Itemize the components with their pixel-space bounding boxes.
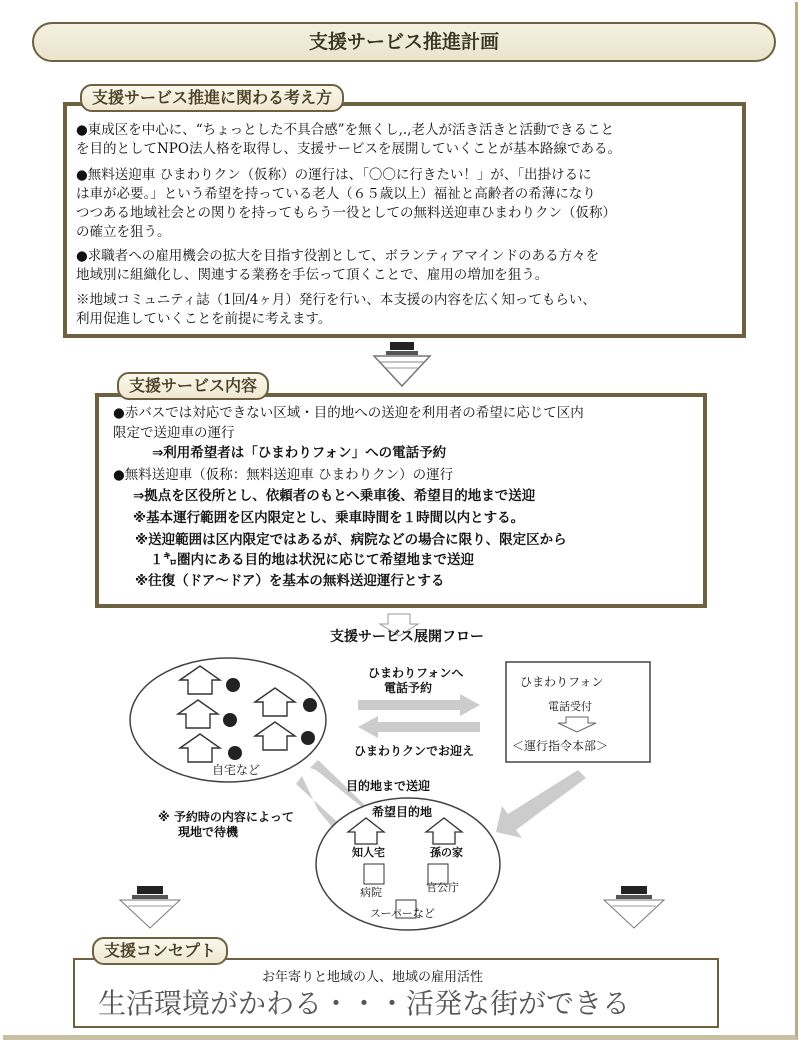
- thinking-line: 利用促進していくことを前提に考えます。: [76, 311, 332, 327]
- pickup-label: ひまわりクンでお迎え: [354, 744, 475, 758]
- dest-item: スーパーなど: [370, 907, 435, 920]
- thinking-line: の確立を狙う。: [76, 224, 171, 240]
- concept-heading: 支援コンセプト: [92, 937, 228, 965]
- flow-diagram: [0, 610, 804, 940]
- return-arrow-icon: [496, 770, 586, 838]
- center-title: ひまわりフォン: [520, 675, 604, 689]
- wait-note: 現地で待機: [178, 825, 239, 839]
- thinking-line: は車が必要。」という希望を持っている老人（６５歳以上）福祉と高齢者の希薄になり: [76, 186, 596, 202]
- content-line: ⇒利用希望者は「ひまわりフォン」への電話予約: [152, 445, 447, 461]
- thinking-line: ●求職者への雇用機会の拡大を目指す役割として、ボランティアマインドのある方々を: [76, 248, 600, 264]
- content-line: ※往復（ドア～ドア）を基本の無料送迎運行とする: [135, 573, 445, 589]
- thinking-line: ●無料送迎車 ひまわりクン（仮称）の運行は、「〇〇に行きたい！」が、「出掛けるに: [76, 167, 592, 183]
- thinking-line: 地域別に組織化し、関連する業務を手伝って頂くことで、雇用の増加を狙う。: [76, 267, 549, 283]
- thinking-line: つつある地域社会との関りを持ってもらう一役としての無料送迎車ひまわりクン（仮称）: [76, 205, 616, 221]
- right-down-arrow-icon: [604, 886, 664, 928]
- dest-item: 知人宅: [352, 846, 385, 859]
- dest-item: 孫の家: [430, 846, 463, 859]
- wait-note: ※ 予約時の内容によって: [158, 810, 294, 824]
- content-heading: 支援サービス内容: [117, 372, 269, 400]
- center-sub: 電話受付: [548, 700, 592, 713]
- content-line: 限定で送迎車の運行: [113, 425, 235, 441]
- thinking-line: ※地域コミュニティ誌（1回/4ヶ月）発行を行い、本支援の内容を広く知ってもらい、: [76, 292, 596, 308]
- home-label: 自宅など: [212, 763, 261, 777]
- content-line: ●赤バスでは対応できない区域・目的地への送迎を利用者の希望に応じて区内: [113, 405, 584, 421]
- page-title: 支援サービス推進計画: [32, 22, 776, 62]
- content-line: ●無料送迎車（仮称：無料送迎車 ひまわりクン）の運行: [113, 467, 454, 483]
- content-line: ※送迎範囲は区内限定ではあるが、病院などの場合に限り、限定区から: [135, 532, 567, 548]
- dest-item: 官公庁: [426, 881, 459, 894]
- phone-call-label: ひまわりフォンへ: [368, 666, 464, 680]
- content-line: ⇒拠点を区役所とし、依頼者のもとへ乗車後、希望目的地まで送迎: [133, 488, 536, 504]
- thinking-line: ●東成区を中心に、“ちょっとした不具合感”を無くし,.,老人が活き活きと活動できること: [76, 122, 614, 138]
- flow-title: 支援サービス展開フロー: [330, 629, 484, 645]
- content-line: １㌔圏内にある目的地は状況に応じて希望地まで送迎: [150, 552, 474, 568]
- down-arrow-icon: [370, 342, 434, 390]
- thinking-heading: 支援サービス推進に関わる考え方: [80, 84, 344, 112]
- concept-main: 生活環境がかわる・・・活発な街ができる: [98, 987, 631, 1020]
- arrow-left-icon: [358, 716, 480, 738]
- center-hq: ＜運行指令本部＞: [512, 739, 609, 753]
- to-destination-label: 目的地まで送迎: [346, 779, 431, 793]
- arrow-right-icon: [358, 694, 480, 716]
- dest-title: 希望目的地: [372, 805, 433, 819]
- concept-sub: お年寄りと地域の人、地域の雇用活性: [262, 970, 484, 985]
- thinking-line: を目的としてNPO法人格を取得し、支援サービスを展開していくことが基本路線である。: [76, 141, 621, 157]
- left-down-arrow-icon: [120, 886, 180, 928]
- building-icon: [364, 864, 384, 884]
- phone-call-label: 電話予約: [384, 681, 433, 695]
- dest-item: 病院: [360, 886, 382, 899]
- content-line: ※基本運行範囲を区内限定とし、乗車時間を１時間以内とする。: [133, 510, 525, 526]
